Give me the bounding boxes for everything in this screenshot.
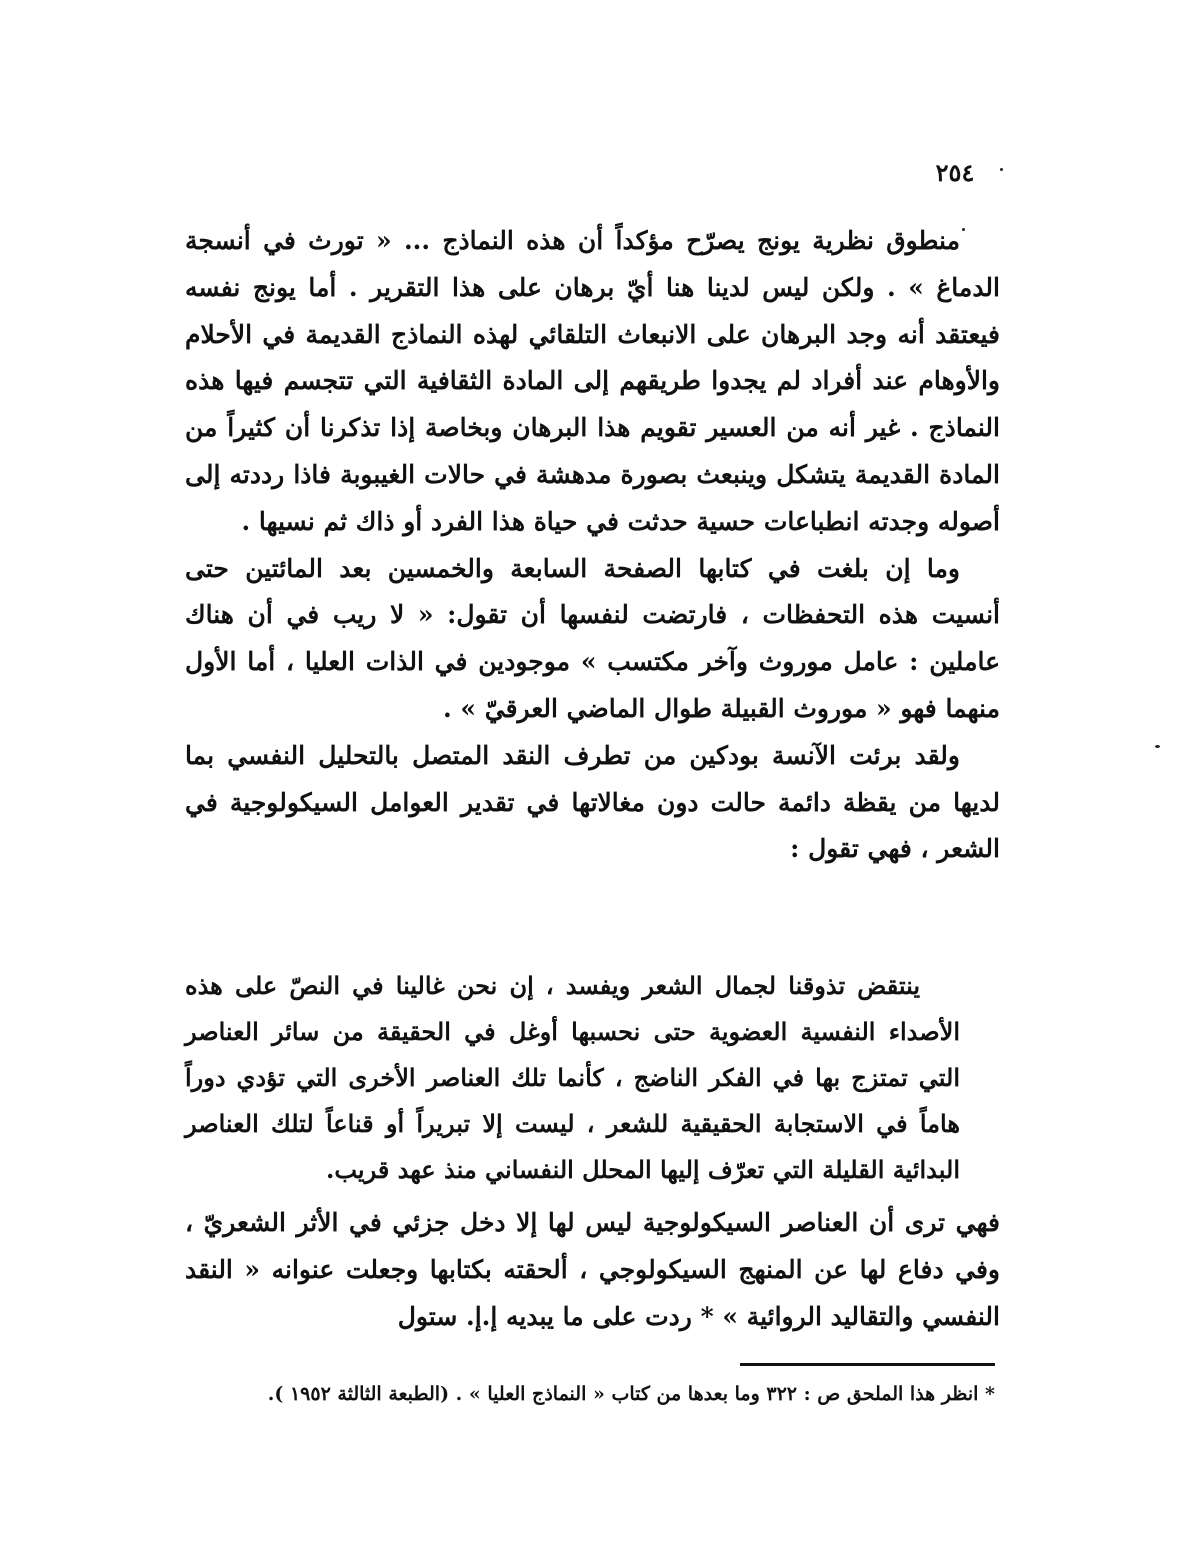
scan-speck [1000, 168, 1003, 171]
page-number: ٢٥٤ [935, 158, 975, 187]
paragraph-1: منطوق نظرية يونج يصرّح مؤكداً أن هذه النماذج ... « تورث في أنسجة الدماغ » . ولكن ليس لدينا هنا أيّ برهان على هذا التقرير . أما يونج نفسه فيعتقد أنه وجد البرهان على الانبعاث التلقائي لهذه النماذج القديمة في الأحلام والأوهام عند أفراد لم يجدوا طريقهم إلى المادة الثقافية التي تتجسم فيها هذه النماذج . غير أنه من العسير تقويم هذا البرهان وبخاصة إذا تذكرنا أن كثيراً من المادة القديمة يتشكل وينبعث بصورة مدهشة في حالات الغيبوبة فاذا رددته إلى أصوله وجدته انطباعات حسية حدثت في حياة هذا الفرد أو ذاك ثم نسيها . [185, 226, 1000, 536]
paragraph-2: وما إن بلغت في كتابها الصفحة السابعة والخمسين بعد المائتين حتى أنسيت هذه التحفظات ، فارتضت لنفسها أن تقول: « لا ريب في أن هناك عاملين : عامل موروث وآخر مكتسب » موجودين في الذات العليا ، أما الأول منهما فهو « موروث القبيلة طوال الماضي العرقيّ » . [185, 553, 1000, 723]
footnote-separator [740, 1363, 995, 1366]
footnote: * انظر هذا الملحق ص : ٣٢٢ وما بعدها من كتاب « النماذج العليا » . (الطبعة الثالثة ١٩٥٢ ). [267, 1383, 995, 1405]
closing-paragraph-text: فهي ترى أن العناصر السيكولوجية ليس لها إلا دخل جزئي في الأثر الشعريّ ، وفي دفاع لها عن المنهج السيكولوجي ، ألحقته بكتابها وجعلت عنوانه « النقد النفسي والتقاليد الروائية » * ردت على ما يبديه إ.إ. ستول [185, 1208, 1000, 1331]
scan-speck [962, 228, 965, 231]
scan-speck [1155, 745, 1160, 748]
paragraph-3: ولقد برئت الآنسة بودكين من تطرف النقد المتصل بالتحليل النفسي بما لديها من يقظة دائمة حالت دون مغالاتها في تقدير العوامل السيكولوجية في الشعر ، فهي تقول : [185, 740, 1000, 864]
quote-text: ينتقض تذوقنا لجمال الشعر ويفسد ، إن نحن غالينا في النصّ على هذه الأصداء النفسية العضوية حتى نحسبها أوغل في الحقيقة من سائر العناصر التي تمتزج بها في الفكر الناضج ، كأنما تلك العناصر الأخرى التي تؤدي دوراً هاماً في الاستجابة الحقيقية للشعر ، ليست إلا تبريراً أو قناعاً لتلك العناصر البدائية القليلة التي تعرّف إليها المحلل النفساني منذ عهد قريب. [185, 971, 960, 1184]
main-text [185, 218, 1000, 873]
closing-paragraph [185, 1200, 1000, 1340]
block-quote [185, 963, 960, 1193]
